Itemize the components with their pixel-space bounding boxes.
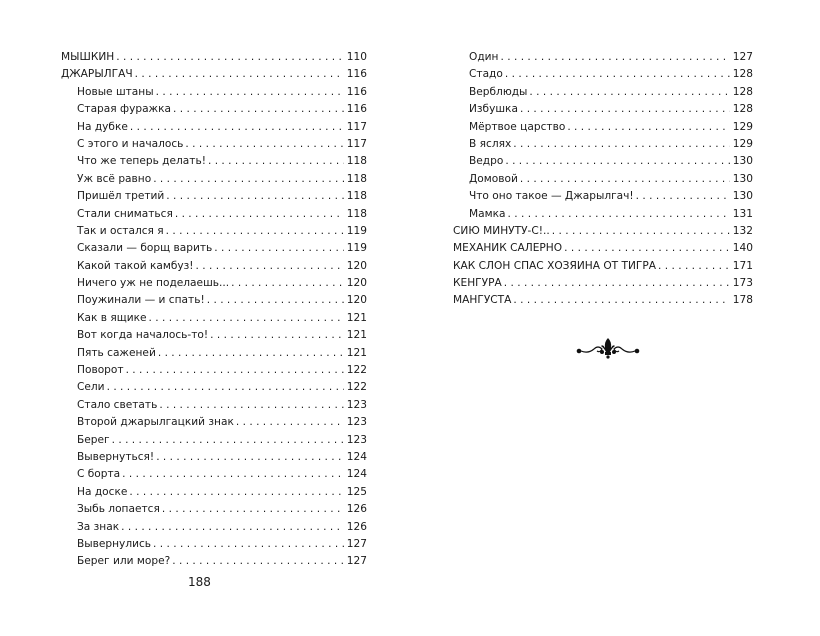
dot-leader bbox=[173, 101, 344, 118]
toc-entry bbox=[61, 66, 367, 83]
dot-leader bbox=[122, 466, 344, 483]
toc-entry bbox=[61, 501, 367, 518]
toc-entry bbox=[453, 258, 753, 275]
toc-entry-title: Один bbox=[469, 51, 499, 63]
toc-entry-title: Мёртвое царство bbox=[469, 120, 566, 133]
dot-leader bbox=[520, 101, 730, 118]
dot-leader bbox=[185, 136, 343, 153]
dot-leader bbox=[172, 553, 344, 570]
toc-entry bbox=[61, 466, 367, 483]
toc-entry-title: Верблюды bbox=[469, 85, 528, 98]
toc-entry-page: 128 bbox=[732, 68, 753, 81]
toc-entry bbox=[61, 119, 367, 136]
toc-entry-title: Берег bbox=[77, 433, 110, 446]
toc-entry-page: 120 bbox=[346, 259, 367, 272]
toc-entry-title: Второй джарылгацкий знак bbox=[77, 416, 234, 429]
toc-entry-title: На дубке bbox=[77, 120, 128, 133]
toc-entry-title: Вот когда началось-то! bbox=[77, 329, 209, 342]
dot-leader bbox=[153, 171, 344, 188]
toc-entry-title: Поужинали — и спать! bbox=[77, 294, 205, 307]
toc-entry-title: За знак bbox=[77, 520, 120, 533]
toc-entry-title: Так и остался я bbox=[77, 224, 164, 237]
toc-entry-title: Вывернулись bbox=[77, 537, 152, 550]
toc-entry-title: Стало светать bbox=[77, 398, 158, 411]
toc-entry-page: 124 bbox=[346, 450, 367, 463]
toc-entry-page: 121 bbox=[346, 346, 367, 359]
dot-leader bbox=[116, 49, 344, 66]
dot-leader bbox=[156, 84, 344, 101]
toc-entry-page: 120 bbox=[346, 277, 367, 290]
toc-entry-title: Стадо bbox=[469, 68, 503, 81]
toc-entry-page: 173 bbox=[732, 277, 753, 290]
dot-leader bbox=[135, 66, 344, 83]
toc-entry bbox=[61, 449, 367, 466]
toc-entry-title: Берег или море? bbox=[77, 555, 171, 568]
dot-leader bbox=[564, 240, 730, 257]
toc-entry-title: КАК СЛОН СПАС ХОЗЯИНА ОТ ТИГРА bbox=[453, 259, 656, 272]
toc-entry bbox=[453, 292, 753, 309]
toc-entry-page: 121 bbox=[346, 329, 367, 342]
toc-entry bbox=[61, 153, 367, 170]
dot-leader bbox=[505, 66, 730, 83]
toc-entry-title: МАНГУСТА bbox=[453, 294, 512, 307]
toc-entry bbox=[453, 275, 753, 292]
toc-entry bbox=[453, 84, 753, 101]
dot-leader bbox=[153, 536, 344, 553]
toc-entry-page: 123 bbox=[346, 398, 367, 411]
toc-entry-title: ДЖАРЫЛГАЧ bbox=[61, 68, 133, 81]
toc-entry bbox=[61, 223, 367, 240]
toc-entry-title: Стали сниматься bbox=[77, 207, 173, 220]
toc-entry-title: На доске bbox=[77, 485, 128, 498]
dot-leader bbox=[567, 119, 729, 136]
dot-leader bbox=[130, 119, 344, 136]
page-number: 188 bbox=[188, 575, 211, 589]
toc-entry bbox=[453, 101, 753, 118]
toc-entry-page: 123 bbox=[346, 433, 367, 446]
toc-entry-page: 119 bbox=[346, 224, 367, 237]
toc-entry-page: 171 bbox=[732, 259, 753, 272]
ornament-icon bbox=[576, 335, 640, 361]
toc-entry-title: Старая фуражка bbox=[77, 103, 171, 116]
toc-entry bbox=[61, 136, 367, 153]
toc-entry-page: 122 bbox=[346, 381, 367, 394]
dot-leader bbox=[529, 84, 729, 101]
dot-leader bbox=[158, 345, 344, 362]
dot-leader bbox=[505, 153, 729, 170]
toc-entry-page: 118 bbox=[346, 190, 367, 203]
toc-entry bbox=[453, 66, 753, 83]
toc-entry-page: 126 bbox=[346, 503, 367, 516]
toc-entry-page: 116 bbox=[346, 103, 367, 116]
toc-entry-page: 118 bbox=[346, 207, 367, 220]
dot-leader bbox=[196, 258, 344, 275]
toc-entry bbox=[61, 397, 367, 414]
dot-leader bbox=[162, 501, 344, 518]
toc-entry bbox=[61, 536, 367, 553]
toc-entry bbox=[61, 240, 367, 257]
toc-entry-title: КЕНГУРА bbox=[453, 277, 502, 290]
dot-leader bbox=[156, 449, 344, 466]
toc-entry-page: 132 bbox=[732, 224, 753, 237]
toc-entry bbox=[61, 345, 367, 362]
toc-entry-title: Ведро bbox=[469, 155, 504, 168]
dot-leader bbox=[207, 292, 344, 309]
toc-entry-title: Мамка bbox=[469, 207, 506, 220]
toc-entry bbox=[453, 171, 753, 188]
toc-entry-page: 110 bbox=[346, 51, 367, 63]
toc-entry bbox=[453, 223, 753, 240]
dot-leader bbox=[520, 171, 730, 188]
dot-leader bbox=[149, 310, 344, 327]
toc-entry-title: Вывернуться! bbox=[77, 450, 155, 463]
toc-entry-page: 127 bbox=[346, 555, 367, 568]
dot-leader bbox=[126, 362, 344, 379]
dot-leader bbox=[231, 275, 344, 292]
dot-leader bbox=[166, 188, 343, 205]
dot-leader bbox=[210, 327, 344, 344]
dot-leader bbox=[166, 223, 344, 240]
dot-leader bbox=[236, 414, 344, 431]
toc-entry bbox=[61, 310, 367, 327]
toc-entry-page: 125 bbox=[346, 485, 367, 498]
toc-entry-title: Новые штаны bbox=[77, 85, 154, 98]
dot-leader bbox=[658, 258, 730, 275]
toc-entry-title: Как в ящике bbox=[77, 311, 147, 324]
dot-leader bbox=[129, 484, 343, 501]
dot-leader bbox=[175, 206, 344, 223]
toc-entry bbox=[61, 84, 367, 101]
toc-entry-page: 126 bbox=[346, 520, 367, 533]
toc-entry-title: Что же теперь делать! bbox=[77, 155, 206, 168]
dot-leader bbox=[159, 397, 343, 414]
toc-entry-page: 119 bbox=[346, 242, 367, 255]
toc-entry bbox=[61, 292, 367, 309]
toc-entry-title: СИЮ МИНУТУ-С!.. bbox=[453, 224, 550, 237]
toc-entry-title: Пришёл третий bbox=[77, 190, 165, 203]
toc-entry bbox=[61, 258, 367, 275]
dot-leader bbox=[508, 206, 730, 223]
toc-entry-title: Зыбь лопается bbox=[77, 503, 160, 516]
toc-entry-page: 128 bbox=[732, 85, 753, 98]
toc-entry bbox=[453, 206, 753, 223]
toc-entry-page: 129 bbox=[732, 120, 753, 133]
toc-entry bbox=[61, 379, 367, 396]
toc-entry-title: Уж всё равно bbox=[77, 172, 152, 185]
toc-entry-title: Поворот bbox=[77, 364, 124, 377]
toc-entry-title: С этого и началось bbox=[77, 137, 184, 150]
dot-leader bbox=[121, 519, 344, 536]
dot-leader bbox=[513, 292, 729, 309]
toc-entry-title: Сказали — борщ варить bbox=[77, 242, 213, 255]
toc-entry bbox=[61, 171, 367, 188]
toc-entry-title: Сели bbox=[77, 381, 105, 394]
toc-entry-page: 124 bbox=[346, 468, 367, 481]
toc-entry-title: Избушка bbox=[469, 103, 518, 116]
toc-entry bbox=[61, 484, 367, 501]
toc-entry-page: 116 bbox=[346, 68, 367, 81]
toc-entry bbox=[453, 153, 753, 170]
dot-leader bbox=[208, 153, 344, 170]
toc-entry-page: 116 bbox=[346, 85, 367, 98]
toc-entry-page: 121 bbox=[346, 311, 367, 324]
toc-entry-page: 118 bbox=[346, 155, 367, 168]
toc-entry-page: 129 bbox=[732, 137, 753, 150]
toc-entry bbox=[61, 49, 367, 66]
toc-entry-title: Что оно такое — Джарылгач! bbox=[469, 190, 634, 203]
dot-leader bbox=[112, 432, 344, 449]
toc-entry bbox=[453, 49, 753, 66]
toc-entry-page: 130 bbox=[732, 190, 753, 203]
dot-leader bbox=[500, 49, 729, 66]
toc-left-column bbox=[61, 49, 367, 571]
toc-entry bbox=[61, 101, 367, 118]
toc-entry bbox=[453, 119, 753, 136]
toc-entry-page: 120 bbox=[346, 294, 367, 307]
toc-entry bbox=[61, 553, 367, 570]
dot-leader bbox=[513, 136, 730, 153]
toc-entry-title: Домовой bbox=[469, 172, 518, 185]
dot-leader bbox=[504, 275, 730, 292]
toc-entry-title: МЕХАНИК САЛЕРНО bbox=[453, 242, 563, 255]
toc-entry bbox=[453, 240, 753, 257]
toc-entry-page: 130 bbox=[732, 172, 753, 185]
toc-entry-page: 140 bbox=[732, 242, 753, 255]
toc-entry bbox=[61, 414, 367, 431]
toc-entry bbox=[61, 206, 367, 223]
toc-entry-page: 127 bbox=[346, 537, 367, 550]
toc-entry-page: 130 bbox=[732, 155, 753, 168]
toc-entry-page: 122 bbox=[346, 364, 367, 377]
toc-entry-title: Какой такой камбуз! bbox=[77, 259, 194, 272]
toc-entry bbox=[61, 188, 367, 205]
dot-leader bbox=[552, 223, 730, 240]
toc-entry-title: Ничего уж не поделаешь... bbox=[77, 277, 230, 290]
toc-entry bbox=[61, 519, 367, 536]
toc-entry-title: В яслях bbox=[469, 137, 512, 150]
toc-entry bbox=[453, 136, 753, 153]
toc-entry-page: 131 bbox=[732, 207, 753, 220]
toc-entry bbox=[61, 327, 367, 344]
dot-leader bbox=[636, 188, 730, 205]
toc-entry-title: МЫШКИН bbox=[61, 51, 115, 63]
toc-entry-page: 118 bbox=[346, 172, 367, 185]
toc-right-column bbox=[453, 49, 753, 310]
toc-entry bbox=[453, 188, 753, 205]
dot-leader bbox=[214, 240, 344, 257]
toc-entry-page: 117 bbox=[346, 137, 367, 150]
toc-entry-page: 127 bbox=[732, 51, 753, 63]
toc-entry-title: Пять саженей bbox=[77, 346, 156, 359]
toc-entry-page: 123 bbox=[346, 416, 367, 429]
toc-entry-page: 128 bbox=[732, 103, 753, 116]
toc-entry bbox=[61, 275, 367, 292]
dot-leader bbox=[107, 379, 344, 396]
toc-entry bbox=[61, 432, 367, 449]
toc-entry-page: 117 bbox=[346, 120, 367, 133]
toc-entry-title: С борта bbox=[77, 468, 121, 481]
toc-entry-page: 178 bbox=[732, 294, 753, 307]
toc-entry bbox=[61, 362, 367, 379]
